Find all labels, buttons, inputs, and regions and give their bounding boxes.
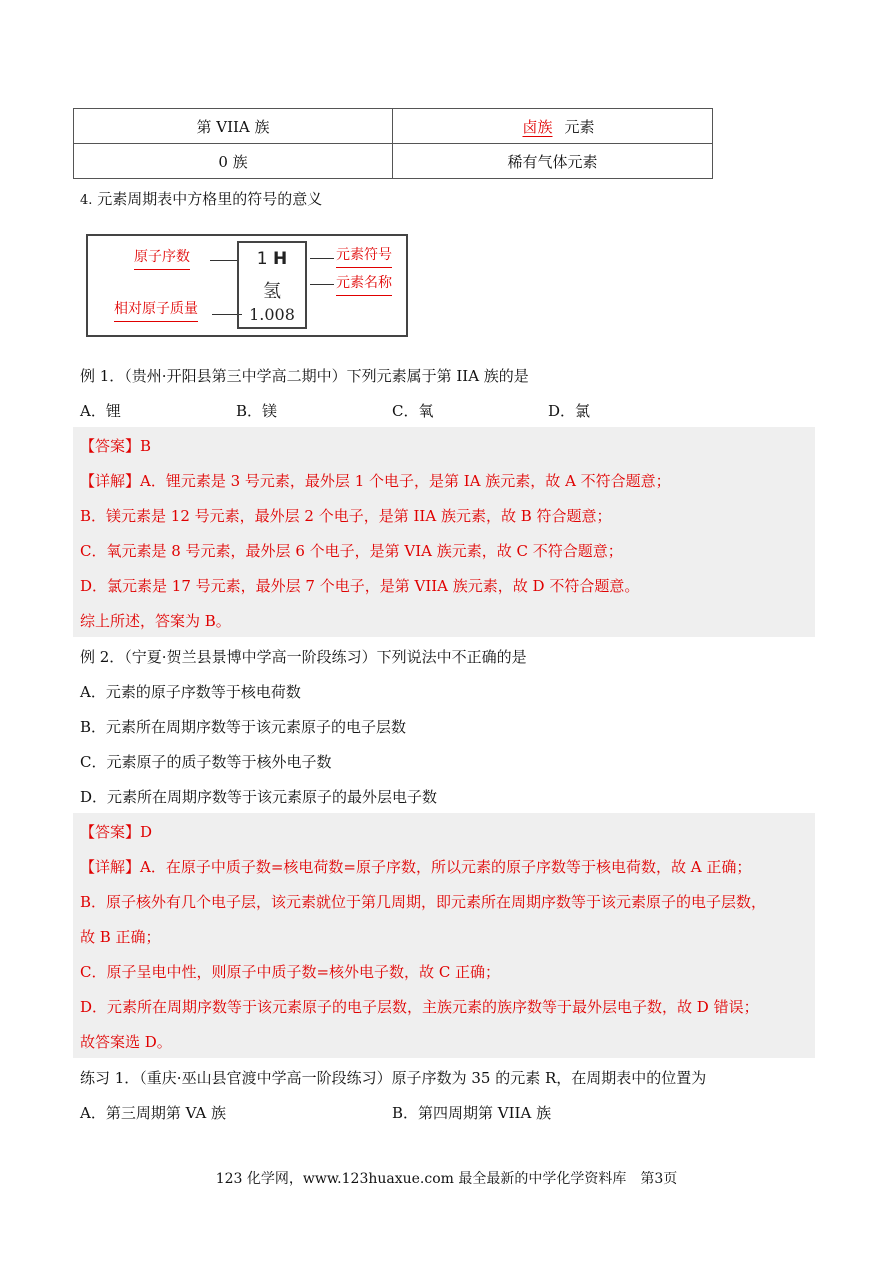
detail-text: A．在原子中质子数=核电荷数=原子序数，所以元素的原子序数等于核电荷数，故 A 正确； — [140, 858, 752, 876]
group-table — [73, 108, 713, 179]
option-a: A．第三周期第 VA 族 — [80, 1104, 227, 1122]
option-d: D．氯 — [548, 402, 591, 420]
detail-line: C．原子呈电中性，则原子中质子数=核外电子数，故 C 正确； — [80, 963, 501, 981]
label-atomic-number: 原子序数 — [134, 246, 190, 270]
option-d: D．元素所在周期序数等于该元素原子的最外层电子数 — [80, 788, 438, 806]
detail-tag: 【详解】 — [80, 472, 141, 490]
leader-line — [310, 284, 334, 285]
detail-line: 故 B 正确； — [80, 928, 161, 946]
option-c: C．元素原子的质子数等于核外电子数 — [80, 753, 332, 771]
example-1-question: 例 1．（贵州·开阳县第三中学高二期中）下列元素属于第 IIA 族的是 — [80, 367, 529, 385]
answer-tag: 【答案】 — [80, 823, 141, 841]
section-title: 元素周期表中方格里的符号的意义 — [97, 190, 323, 208]
option-a: A．元素的原子序数等于核电荷数 — [80, 683, 301, 701]
option-b: B．镁 — [236, 402, 278, 420]
element-box-figure — [86, 234, 408, 337]
option-b: B．第四周期第 VIIA 族 — [392, 1104, 552, 1122]
label-symbol: 元素符号 — [336, 244, 392, 268]
table-row — [74, 109, 713, 144]
detail-text: A．锂元素是 3 号元素，最外层 1 个电子，是第 IA 族元素，故 A 不符合题意； — [140, 472, 671, 490]
detail-line: B．镁元素是 12 号元素，最外层 2 个电子，是第 IIA 族元素，故 B 符合题意； — [80, 507, 612, 525]
option-a: A．锂 — [80, 402, 121, 420]
answer-line — [80, 821, 152, 842]
practice-1-question: 练习 1．（重庆·巫山县官渡中学高一阶段练习）原子序数为 35 的元素 R，在周期表中的位置为 — [80, 1069, 707, 1087]
table-row — [74, 144, 713, 179]
answer-line — [80, 435, 151, 456]
detail-line: C．氧元素是 8 号元素，最外层 6 个电子，是第 VIA 族元素，故 C 不符合题意； — [80, 542, 623, 560]
atomic-mass: 1.008 — [249, 305, 295, 324]
answer-value: D — [140, 823, 153, 841]
element-cell — [237, 241, 307, 329]
atomic-number: 1 — [256, 249, 268, 269]
leader-line — [310, 258, 334, 259]
example-2-solution — [73, 813, 815, 1058]
detail-line: B．原子核外有几个电子层，该元素就位于第几周期，即元素所在周期序数等于该元素原子的电子层数， — [80, 893, 767, 911]
option-c: C．氧 — [392, 402, 434, 420]
detail-line: 故答案选 D。 — [80, 1033, 172, 1051]
leader-line — [210, 260, 237, 261]
label-relative-mass: 相对原子质量 — [114, 298, 198, 322]
cell-suffix: 元素 — [564, 117, 595, 136]
table-cell: 第 VIIA 族 — [74, 109, 393, 144]
example-1-solution — [73, 427, 815, 637]
example-2-question: 例 2．（宁夏·贺兰县景博中学高一阶段练习）下列说法中不正确的是 — [80, 648, 527, 666]
element-symbol: H — [273, 249, 288, 269]
detail-line: D．氯元素是 17 号元素，最外层 7 个电子，是第 VIIA 族元素，故 D 不符合题意。 — [80, 577, 640, 595]
detail-line: 综上所述，答案为 B。 — [80, 612, 231, 630]
answer-tag: 【答案】 — [80, 437, 141, 455]
detail-tag: 【详解】 — [80, 858, 141, 876]
section-heading — [80, 188, 322, 209]
table-cell: 稀有气体元素 — [393, 144, 713, 179]
element-name: 氢 — [263, 281, 281, 302]
page-footer: 123 化学网，www.123huaxue.com 最全最新的中学化学资料库 第3页 — [215, 1171, 678, 1187]
option-b: B．元素所在周期序数等于该元素原子的电子层数 — [80, 718, 407, 736]
detail-line — [80, 470, 671, 491]
answer-value: B — [140, 437, 152, 455]
detail-line — [80, 856, 751, 877]
table-cell: 0 族 — [74, 144, 393, 179]
cell-header — [239, 249, 305, 269]
table-cell — [393, 109, 713, 144]
label-name: 元素名称 — [336, 272, 392, 296]
detail-line: D．元素所在周期序数等于该元素原子的电子层数，主族元素的族序数等于最外层电子数，故 D 错误； — [80, 998, 759, 1016]
fill-in-answer: 卤族 — [522, 117, 553, 136]
section-number: 4. — [80, 193, 93, 208]
